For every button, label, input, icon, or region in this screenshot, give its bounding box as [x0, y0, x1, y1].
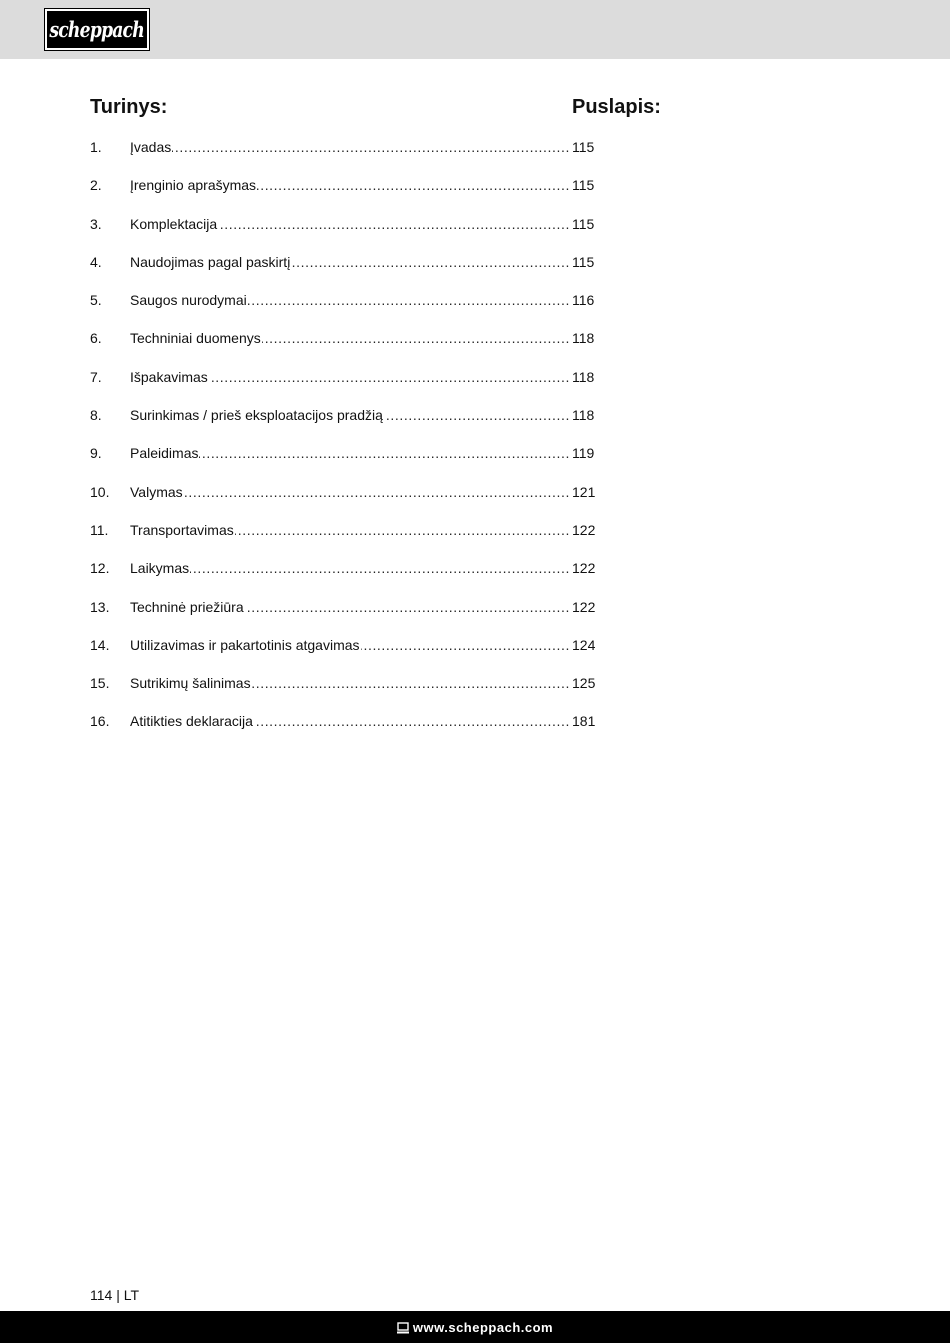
toc-entry-label: Naudojimas pagal paskirtį — [130, 253, 291, 270]
toc-entry-leader — [130, 443, 570, 463]
toc-entry-label: Komplektacija — [130, 215, 218, 232]
toc-entry-number: 11. — [90, 521, 109, 538]
toc-entry-label: Surinkimas / prieš eksploatacijos pradžią — [130, 407, 383, 424]
toc-entry[interactable] — [90, 137, 610, 175]
toc-entry-leader — [130, 558, 570, 578]
toc-entry-page: 121 — [572, 483, 596, 500]
toc-title: Turinys: — [90, 96, 168, 118]
toc-entry-leader — [130, 405, 570, 425]
toc-entry-page: 119 — [572, 445, 595, 462]
toc-entry-label: Valymas — [130, 483, 183, 500]
toc-entry-number: 3. — [90, 215, 102, 232]
toc-entry-leader — [130, 252, 570, 272]
computer-icon — [397, 1322, 409, 1334]
toc-entry-page: 122 — [572, 560, 596, 577]
toc-entry-number: 8. — [90, 407, 102, 424]
toc-entry-leader — [130, 711, 570, 731]
toc-entry-number: 5. — [90, 292, 102, 309]
toc-entry[interactable] — [90, 597, 610, 635]
toc-entry-number: 4. — [90, 253, 102, 270]
footer-band — [0, 1311, 950, 1343]
toc-entry-label: Transportavimas — [130, 521, 234, 538]
toc-entry-page: 122 — [572, 598, 596, 615]
toc-entry[interactable] — [90, 328, 610, 366]
toc-entry-label: Laikymas — [130, 560, 190, 577]
toc-entry[interactable] — [90, 558, 610, 596]
toc-entry-leader — [130, 175, 570, 195]
toc-entry-leader — [130, 137, 570, 157]
toc-entry-leader — [130, 673, 570, 693]
toc-entry-page: 125 — [572, 675, 596, 692]
toc-entry-leader — [130, 367, 570, 387]
toc-entry-leader — [130, 214, 570, 234]
toc-entry-page: 115 — [572, 139, 595, 155]
footer-page-label: 114 | LT — [90, 1287, 140, 1303]
toc-entry-label: Įrenginio aprašymas — [130, 177, 257, 194]
toc-entry-page: 118 — [572, 330, 595, 347]
toc-entry[interactable] — [90, 443, 610, 481]
toc-entry-page: 116 — [572, 292, 595, 309]
toc-entry[interactable] — [90, 635, 610, 673]
toc-entry[interactable] — [90, 520, 610, 558]
toc-entry-leader — [130, 635, 570, 655]
toc-entry-label: Techninė priežiūra — [130, 598, 244, 615]
toc-entry-page: 115 — [572, 215, 595, 232]
toc-entry[interactable] — [90, 290, 610, 328]
website-link[interactable]: www.scheppach.com — [412, 1319, 554, 1335]
toc-entry-label: Atitikties deklaracija — [130, 713, 253, 730]
toc-entry-number: 10. — [90, 483, 110, 500]
page-column-title: Puslapis: — [572, 96, 661, 118]
toc-entry-number: 14. — [90, 636, 110, 653]
brand-logo — [45, 9, 149, 50]
toc-entry-leader — [130, 328, 570, 348]
toc-entry-page: 115 — [572, 177, 595, 194]
toc-entry[interactable] — [90, 482, 610, 520]
toc-entry-number: 9. — [90, 445, 102, 462]
brand-logo-text: scheppach — [49, 17, 145, 42]
toc-entry-label: Įvadas — [130, 139, 172, 155]
toc-entry-number: 13. — [90, 598, 110, 615]
toc-entry-label: Sutrikimų šalinimas — [130, 675, 251, 692]
toc-entry-label: Utilizavimas ir pakartotinis atgavimas — [130, 636, 360, 653]
toc-entry-number: 2. — [90, 177, 102, 194]
toc-entry-leader — [130, 520, 570, 540]
toc-entry[interactable] — [90, 367, 610, 405]
toc-entry-number: 12. — [90, 560, 110, 577]
toc-entry-number: 15. — [90, 675, 110, 692]
toc-entry-page: 122 — [572, 521, 596, 538]
toc-entry-number: 16. — [90, 713, 110, 730]
toc-entry[interactable] — [90, 214, 610, 252]
toc-entry-page: 115 — [572, 253, 595, 270]
toc-entry-label: Techniniai duomenys — [130, 330, 261, 347]
toc-entry-label: Išpakavimas — [130, 368, 208, 385]
toc-entry-leader — [130, 482, 570, 502]
toc-entry-page: 118 — [572, 407, 595, 424]
toc-entry-label: Paleidimas — [130, 445, 199, 462]
toc-entry[interactable] — [90, 175, 610, 213]
toc-entry-label: Saugos nurodymai — [130, 292, 247, 309]
toc-entry[interactable] — [90, 711, 610, 749]
toc-entry[interactable] — [90, 405, 610, 443]
toc-list — [90, 137, 610, 750]
toc-entry[interactable] — [90, 673, 610, 711]
toc-entry-number: 7. — [90, 368, 102, 385]
toc-entry-page: 181 — [572, 713, 596, 730]
toc-entry-leader — [130, 290, 570, 310]
toc-entry-page: 118 — [572, 368, 595, 385]
toc-entry-number: 1. — [90, 139, 102, 155]
toc-entry-number: 6. — [90, 330, 102, 347]
header-band — [0, 0, 950, 59]
toc-entry-leader — [130, 597, 570, 617]
toc-entry[interactable] — [90, 252, 610, 290]
toc-entry-page: 124 — [572, 636, 596, 653]
